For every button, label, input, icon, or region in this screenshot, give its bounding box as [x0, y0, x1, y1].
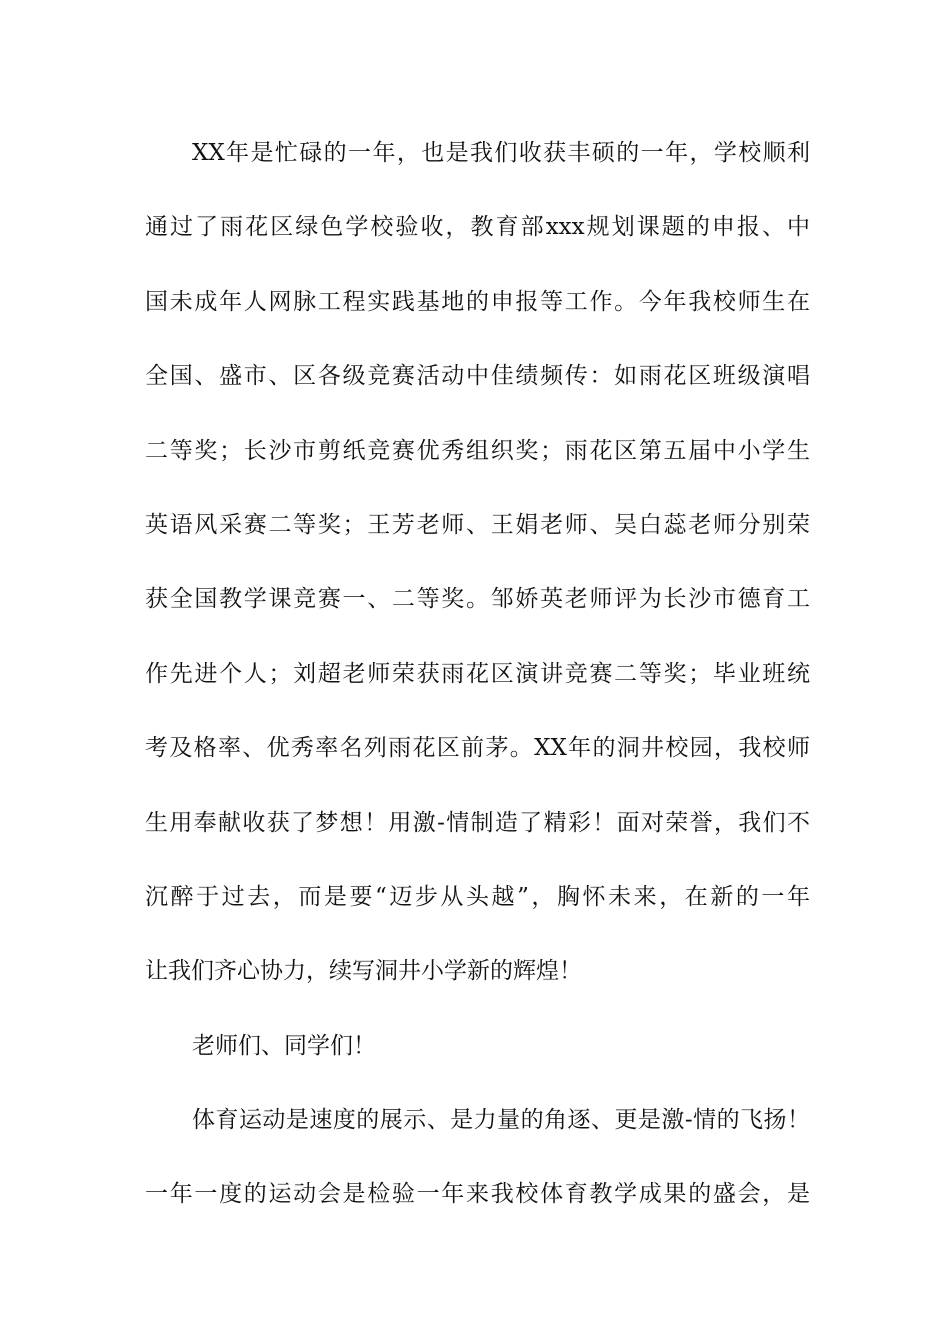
paragraph-line: XX年是忙碌的一年，也是我们收获丰硕的一年，学校顺利: [192, 140, 810, 166]
document-body: [145, 135, 810, 1251]
paragraph-line: 生用奉献收获了梦想！用激-情制造了精彩！面对荣誉，我们不: [145, 809, 810, 836]
paragraph-line: 一年一度的运动会是检验一年来我校体育教学成果的盛会，是: [145, 1181, 810, 1208]
paragraph-line: 考及格率、优秀率名列雨花区前茅。XX年的洞井校园，我校师: [145, 735, 810, 762]
paragraph-line: 获全国教学课竞赛一、二等奖。邹娇英老师评为长沙市德育工: [145, 586, 810, 613]
paragraph-line: 通过了雨花区绿色学校验收，教育部xxx规划课题的申报、中: [145, 214, 810, 241]
paragraph-line: 国未成年人网脉工程实践基地的申报等工作。今年我校师生在: [145, 288, 810, 315]
greeting-line: 老师们、同学们！: [192, 1032, 376, 1059]
paragraph-line: 体育运动是速度的展示、是力量的角逐、更是激-情的飞扬！: [192, 1107, 810, 1134]
paragraph-line: 作先进个人；刘超老师荣获雨花区演讲竞赛二等奖；毕业班统: [145, 660, 810, 687]
paragraph-line: 英语风采赛二等奖；王芳老师、王娟老师、吴白蕊老师分别荣: [145, 511, 810, 538]
paragraph-line: 让我们齐心协力，续写洞井小学新的辉煌！: [145, 958, 582, 985]
paragraph-line: 全国、盛市、区各级竞赛活动中佳绩频传：如雨花区班级演唱: [145, 363, 810, 390]
paragraph-line: 二等奖；长沙市剪纸竞赛优秀组织奖；雨花区第五届中小学生: [145, 437, 810, 464]
paragraph-line: 沉醉于过去，而是要“迈步从头越”，胸怀未来，在新的一年: [145, 883, 810, 910]
